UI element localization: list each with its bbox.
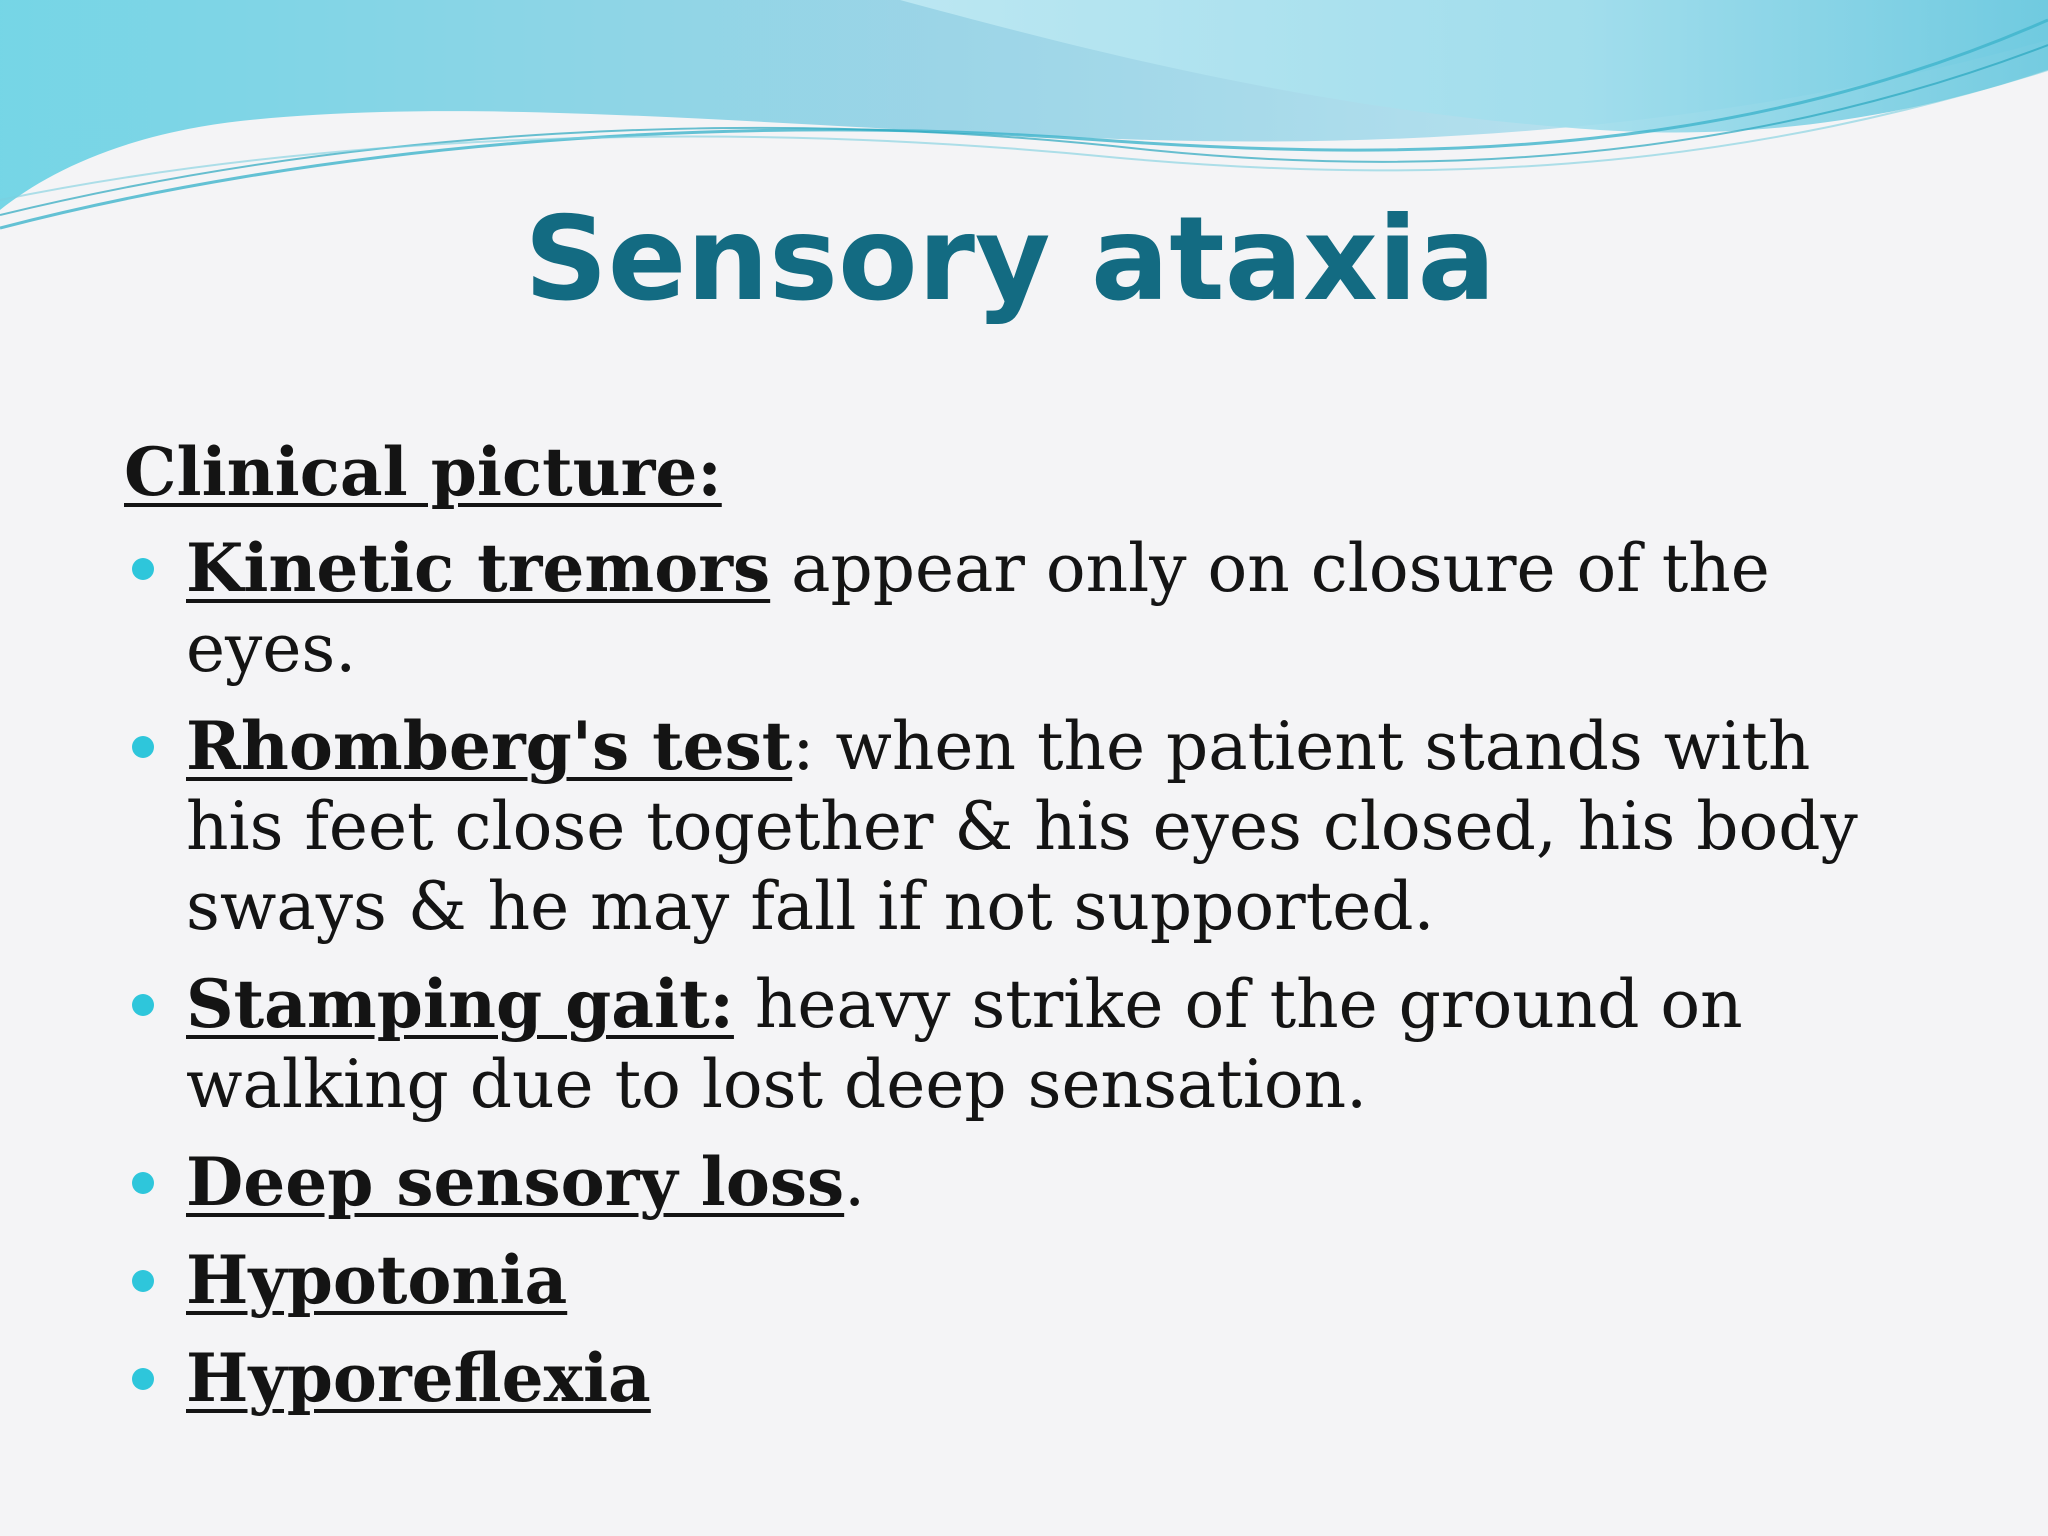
bullet-dot-icon	[132, 994, 154, 1016]
bullet-text: .	[844, 1144, 866, 1221]
bullet-term: Deep sensory loss	[186, 1143, 845, 1221]
list-item	[124, 706, 1924, 947]
list-item	[124, 528, 1924, 689]
bullet-text: : when the patient stands with his feet close together & his eyes closed, his body sways & he may fall if not supported.	[186, 708, 1858, 945]
slide-content	[124, 432, 1924, 1436]
bullet-text: appear only on closure of the eyes.	[186, 530, 1770, 687]
bullet-dot-icon	[132, 558, 154, 580]
slide-title: Sensory ataxia	[524, 192, 1496, 327]
bullet-list	[124, 528, 1924, 1419]
list-item	[124, 1338, 1924, 1419]
bullet-dot-icon	[132, 1368, 154, 1390]
bullet-term: Stamping gait:	[186, 965, 734, 1043]
bullet-dot-icon	[132, 1172, 154, 1194]
list-item	[124, 1142, 1924, 1223]
bullet-term: Rhomberg's test	[186, 707, 793, 785]
bullet-text: heavy strike of the ground on walking due to lost deep sensation.	[186, 966, 1743, 1123]
bullet-term: Kinetic tremors	[186, 529, 771, 607]
bullet-term: Hyporeflexia	[186, 1339, 651, 1417]
bullet-term: Hypotonia	[186, 1241, 568, 1319]
bullet-dot-icon	[132, 736, 154, 758]
bullet-dot-icon	[132, 1270, 154, 1292]
list-item	[124, 1240, 1924, 1321]
section-heading: Clinical picture:	[124, 433, 722, 511]
list-item	[124, 964, 1924, 1125]
